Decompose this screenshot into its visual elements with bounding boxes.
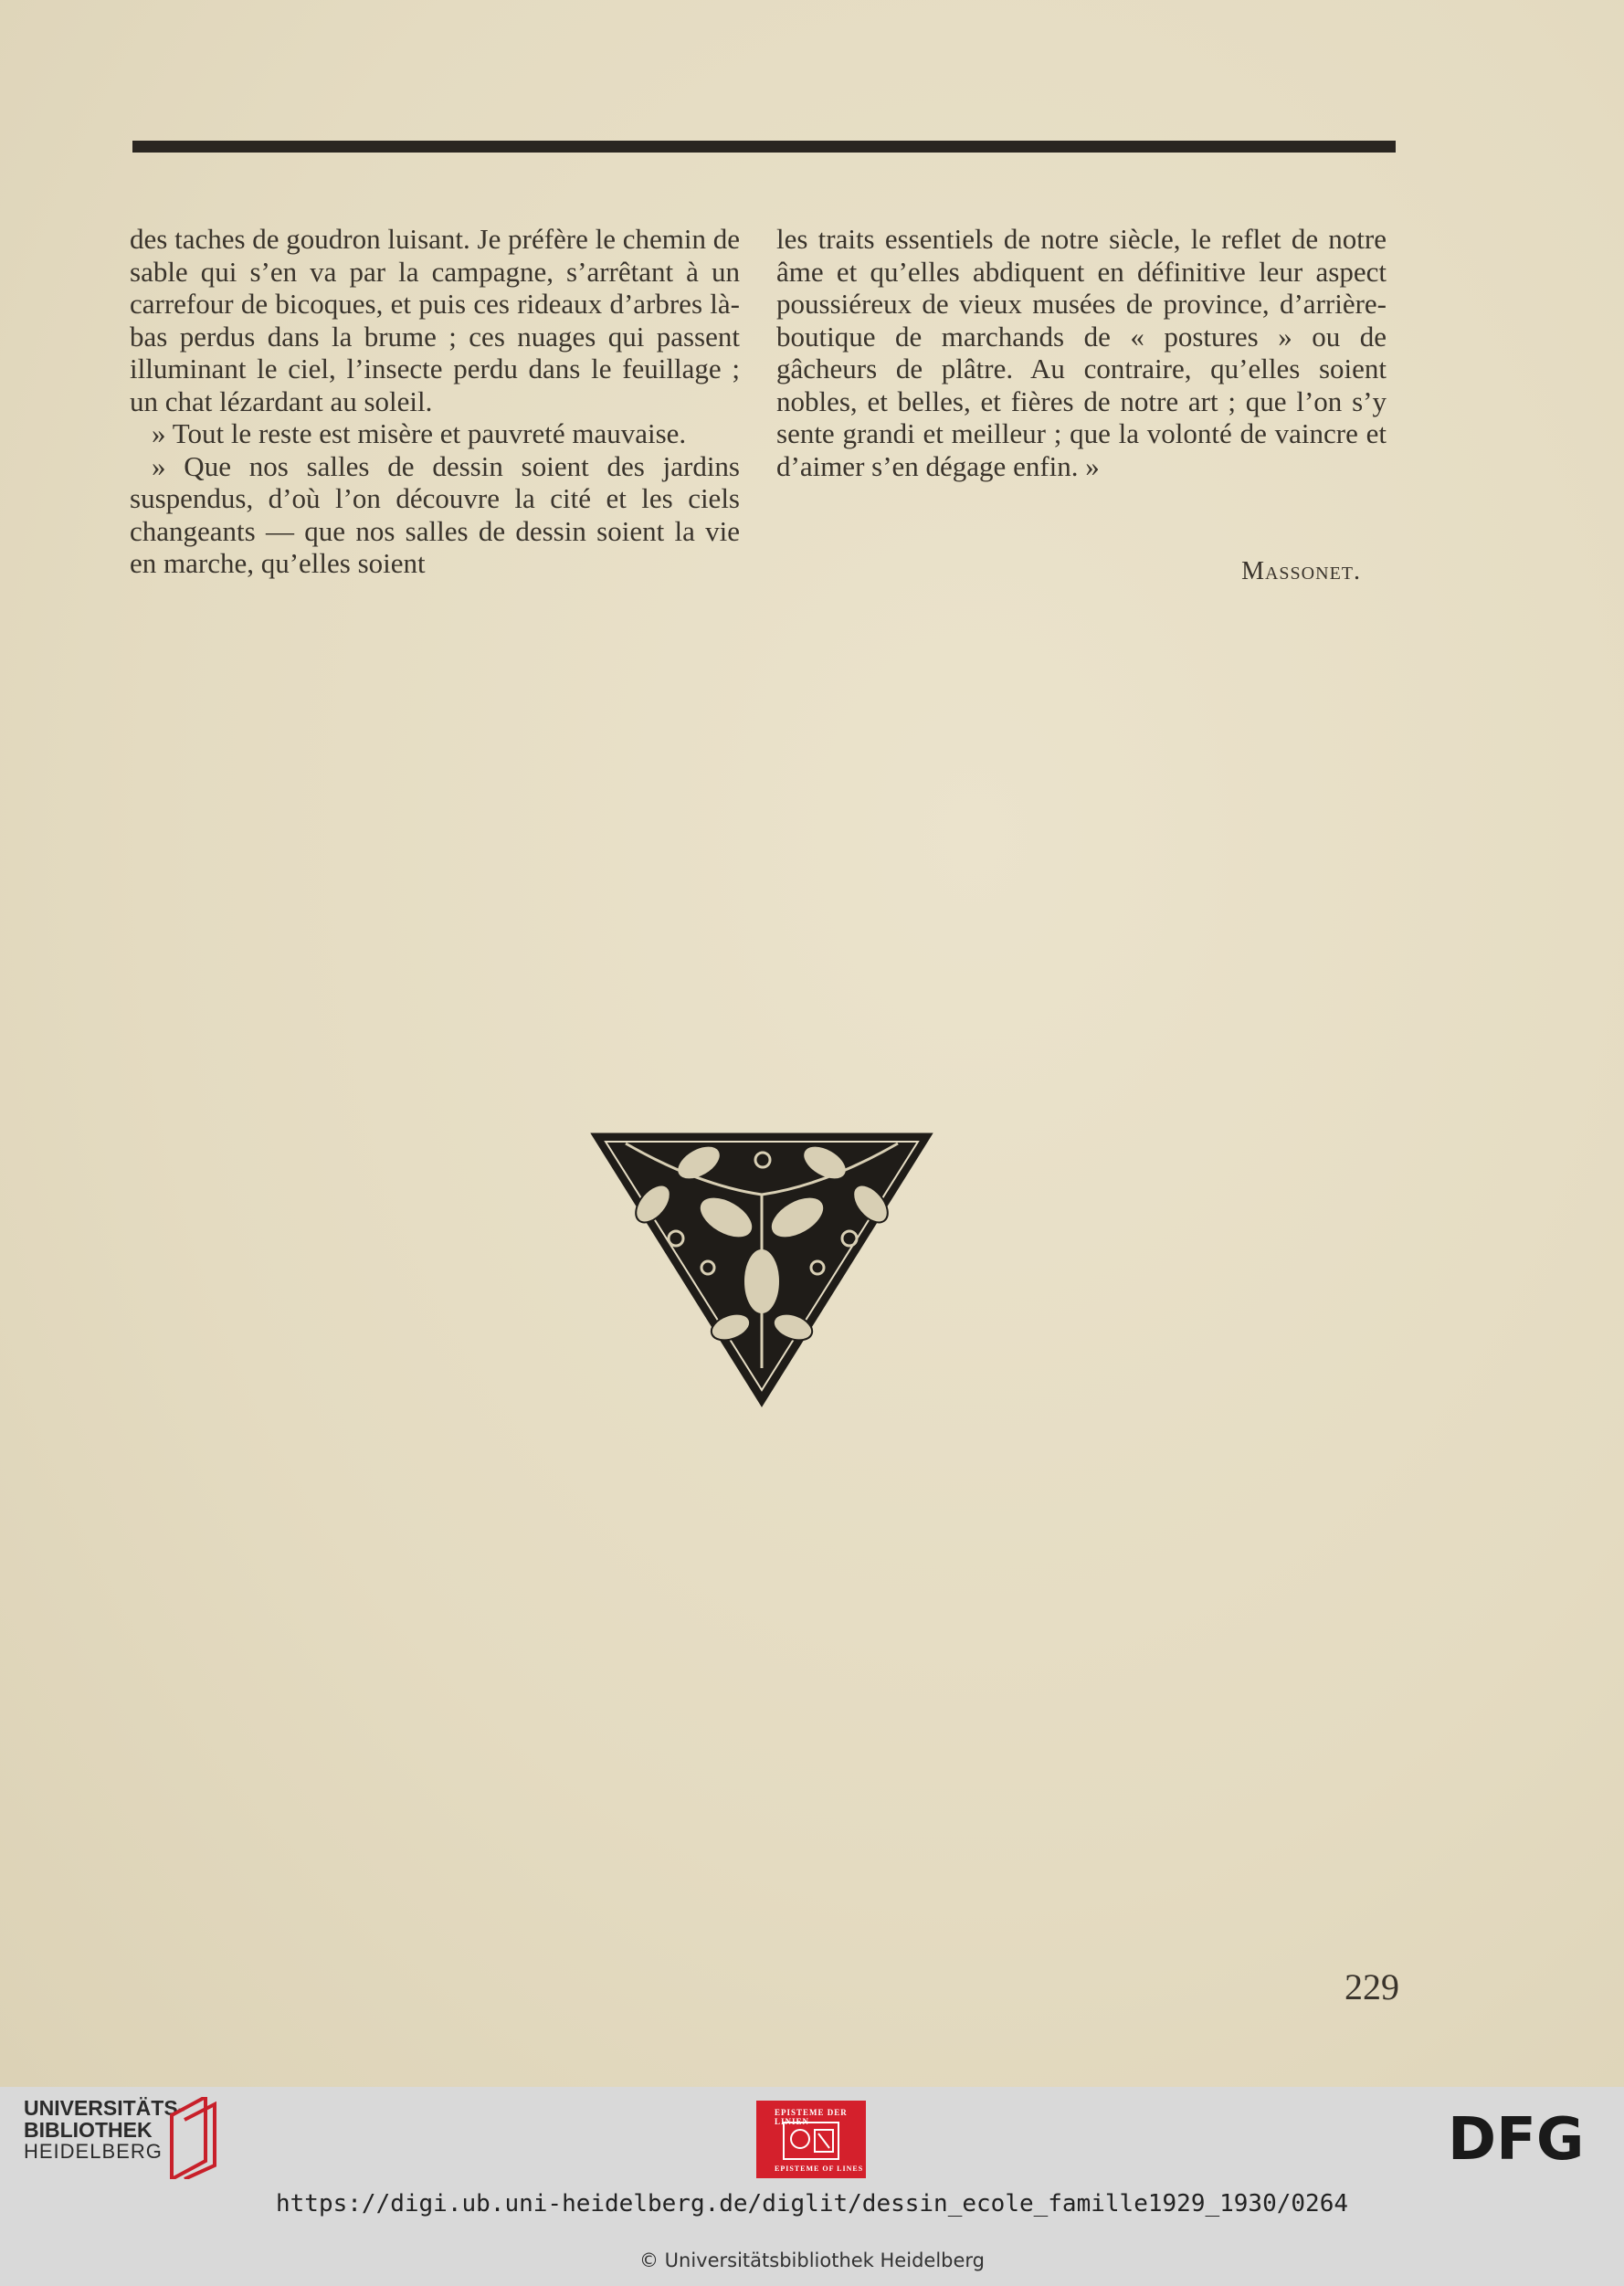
library-name-line2: BIBLIOTHEK (24, 2118, 153, 2142)
paragraph: des taches de goudron luisant. Je préfère le chemin de sable qui s’en va par la campagne, s’arrêtant à un carrefour de bicoques, et puis ces rideaux d’arbres là-bas perdus dans la brume ; ces nuages qui passent illuminant le ciel, l’insecte perdu dans le feuillage ; un chat lézardant au soleil. (130, 223, 740, 417)
page-url[interactable]: https://digi.ub.uni-heidelberg.de/diglit/dessin_ecole_famille1929_1930/0264 (276, 2190, 1348, 2218)
paragraph: » Tout le reste est misère et pauvreté mauvaise. (152, 417, 687, 449)
library-logo[interactable] (24, 2097, 185, 2163)
episteme-title: EPISTEME DER LINIEN (775, 2108, 848, 2126)
library-name-line1: UNIVERSITÄTS- (24, 2096, 185, 2120)
library-name-line3: HEIDELBERG (24, 2140, 163, 2163)
paragraph: » Que nos salles de dessin soient des jardins suspendus, d’où l’on découvre la cité et les ciels changeants — que nos salles de dessin soient la vie en marche, qu’elles soient (130, 449, 740, 579)
page-number: 229 (1345, 1966, 1399, 2007)
left-column (130, 223, 740, 580)
header-rule (132, 141, 1396, 153)
paragraph: les traits essentiels de notre siècle, le reflet de notre âme et qu’elles abdiquent en définitive leur aspect poussiéreux de vieux musées de province, d’arrière-boutique de marchands de « postures » ou de gâcheurs de plâtre. Au contraire, qu’elles soient nobles, et belles, et fières de notre art ; que l’on s’y sente grandi et meilleur ; que la volonté de vaincre et d’aimer s’en dégage enfin. » (776, 223, 1387, 482)
dfg-logo[interactable] (1448, 2108, 1603, 2165)
library-mark-icon (164, 2097, 224, 2179)
episteme-figure-icon (782, 2121, 840, 2161)
dfg-logo-text: DFG (1448, 2108, 1585, 2165)
episteme-logo[interactable] (756, 2101, 866, 2178)
right-column (776, 223, 1387, 482)
author-signature: Massonet. (1241, 557, 1361, 585)
episteme-subtitle: EPISTEME OF LINES (775, 2165, 864, 2173)
copyright-notice: © Universitätsbibliothek Heidelberg (638, 2249, 985, 2271)
leaf-ornament-icon (589, 1131, 934, 1409)
